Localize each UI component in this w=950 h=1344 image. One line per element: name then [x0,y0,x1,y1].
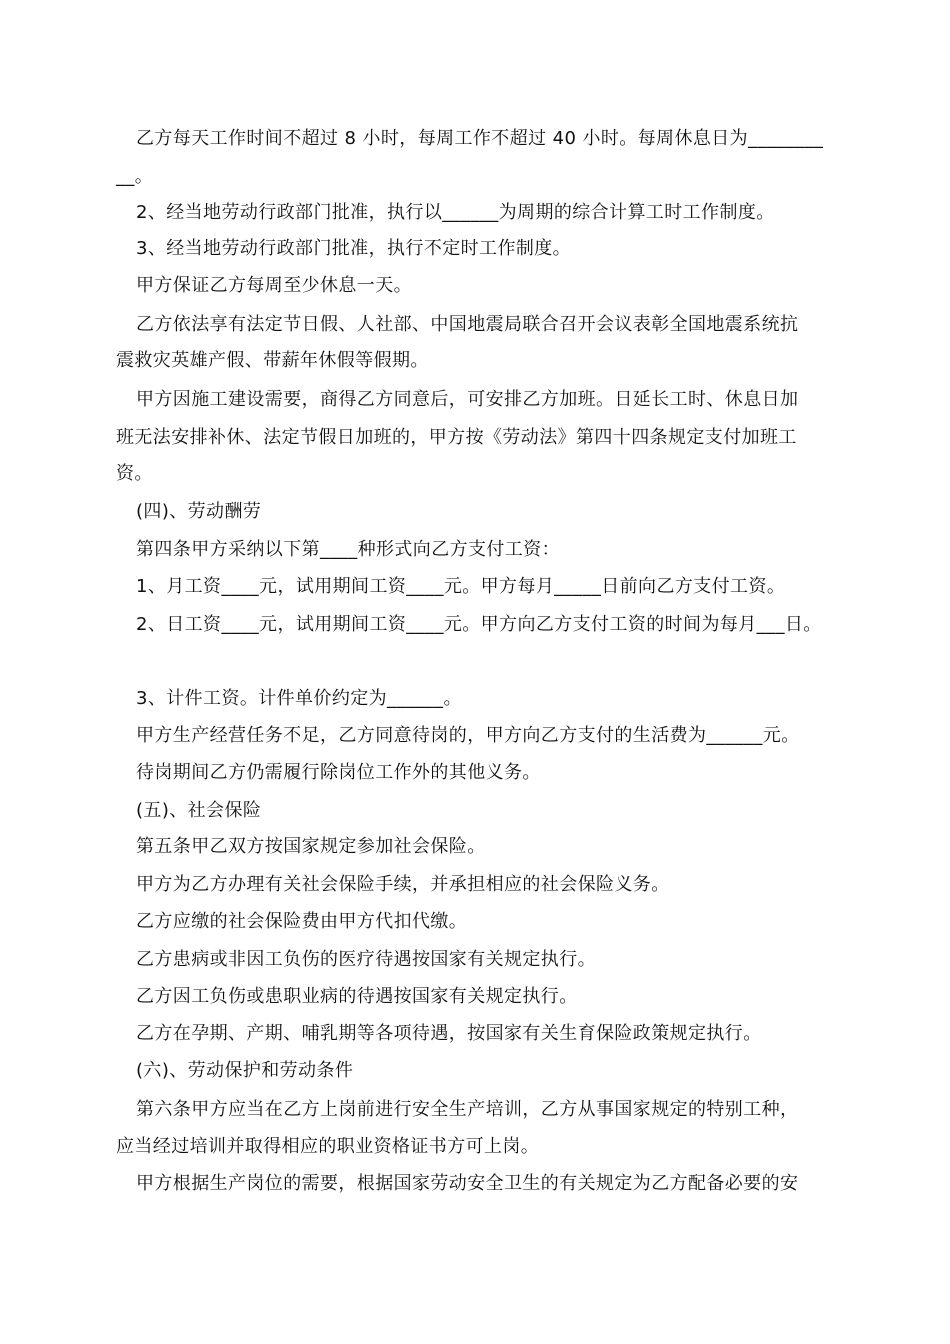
paragraph-line: __。 [116,166,154,187]
paragraph-line: 乙方在孕期、产期、哺乳期等各项待遇，按国家有关生育保险政策规定执行。 [136,1023,762,1044]
paragraph-line: 甲方为乙方办理有关社会保险手续，并承担相应的社会保险义务。 [136,874,670,895]
paragraph-line: 1、月工资____元，试用期间工资____元。甲方每月_____日前向乙方支付工资。 [136,576,786,597]
paragraph-line: 2、日工资____元，试用期间工资____元。甲方向乙方支付工资的时间为每月___日。 [136,614,822,635]
paragraph-line: 第六条甲方应当在乙方上岗前进行安全生产培训，乙方从事国家规定的特别工种， [136,1099,799,1120]
paragraph-line: 震救灾英雄产假、带薪年休假等假期。 [116,350,429,371]
section-heading: (四)、劳动酬劳 [136,501,262,522]
paragraph-line: 乙方应缴的社会保险费由甲方代扣代缴。 [136,911,468,932]
section-heading: (六)、劳动保护和劳动条件 [136,1060,354,1081]
paragraph-line: 乙方每天工作时间不超过 8 小时，每周工作不超过 40 小时。每周休息日为________ [136,128,824,149]
paragraph-line: 甲方因施工建设需要，商得乙方同意后，可安排乙方加班。日延长工时、休息日加 [136,389,799,410]
paragraph-line: 3、经当地劳动行政部门批准，执行不定时工作制度。 [136,238,572,259]
paragraph-line: 乙方因工负伤或患职业病的待遇按国家有关规定执行。 [136,986,578,1007]
paragraph-line: 乙方患病或非因工负伤的医疗待遇按国家有关规定执行。 [136,949,596,970]
paragraph-line: 班无法安排补休、法定节假日加班的，甲方按《劳动法》第四十四条规定支付加班工 [116,427,797,448]
paragraph-line: 第四条甲方采纳以下第____种形式向乙方支付工资： [136,539,560,560]
paragraph-line: 3、计件工资。计件单价约定为______。 [136,688,462,709]
paragraph-line: 乙方依法享有法定节日假、人社部、中国地震局联合召开会议表彰全国地震系统抗 [136,314,799,335]
paragraph-line: 资。 [116,463,153,484]
paragraph-line: 待岗期间乙方仍需履行除岗位工作外的其他义务。 [136,762,541,783]
paragraph-line: 甲方生产经营任务不足，乙方同意待岗的，甲方向乙方支付的生活费为______元。 [136,725,800,746]
paragraph-line: 2、经当地劳动行政部门批准，执行以______为周期的综合计算工时工作制度。 [136,202,775,223]
paragraph-line: 甲方保证乙方每周至少休息一天。 [136,275,412,296]
paragraph-line: 应当经过培训并取得相应的职业资格证书方可上岗。 [116,1136,540,1157]
paragraph-line: 第五条甲乙双方按国家规定参加社会保险。 [136,836,486,857]
section-heading: (五)、社会保险 [136,800,262,821]
paragraph-line: 甲方根据生产岗位的需要，根据国家劳动安全卫生的有关规定为乙方配备必要的安 [136,1173,799,1194]
